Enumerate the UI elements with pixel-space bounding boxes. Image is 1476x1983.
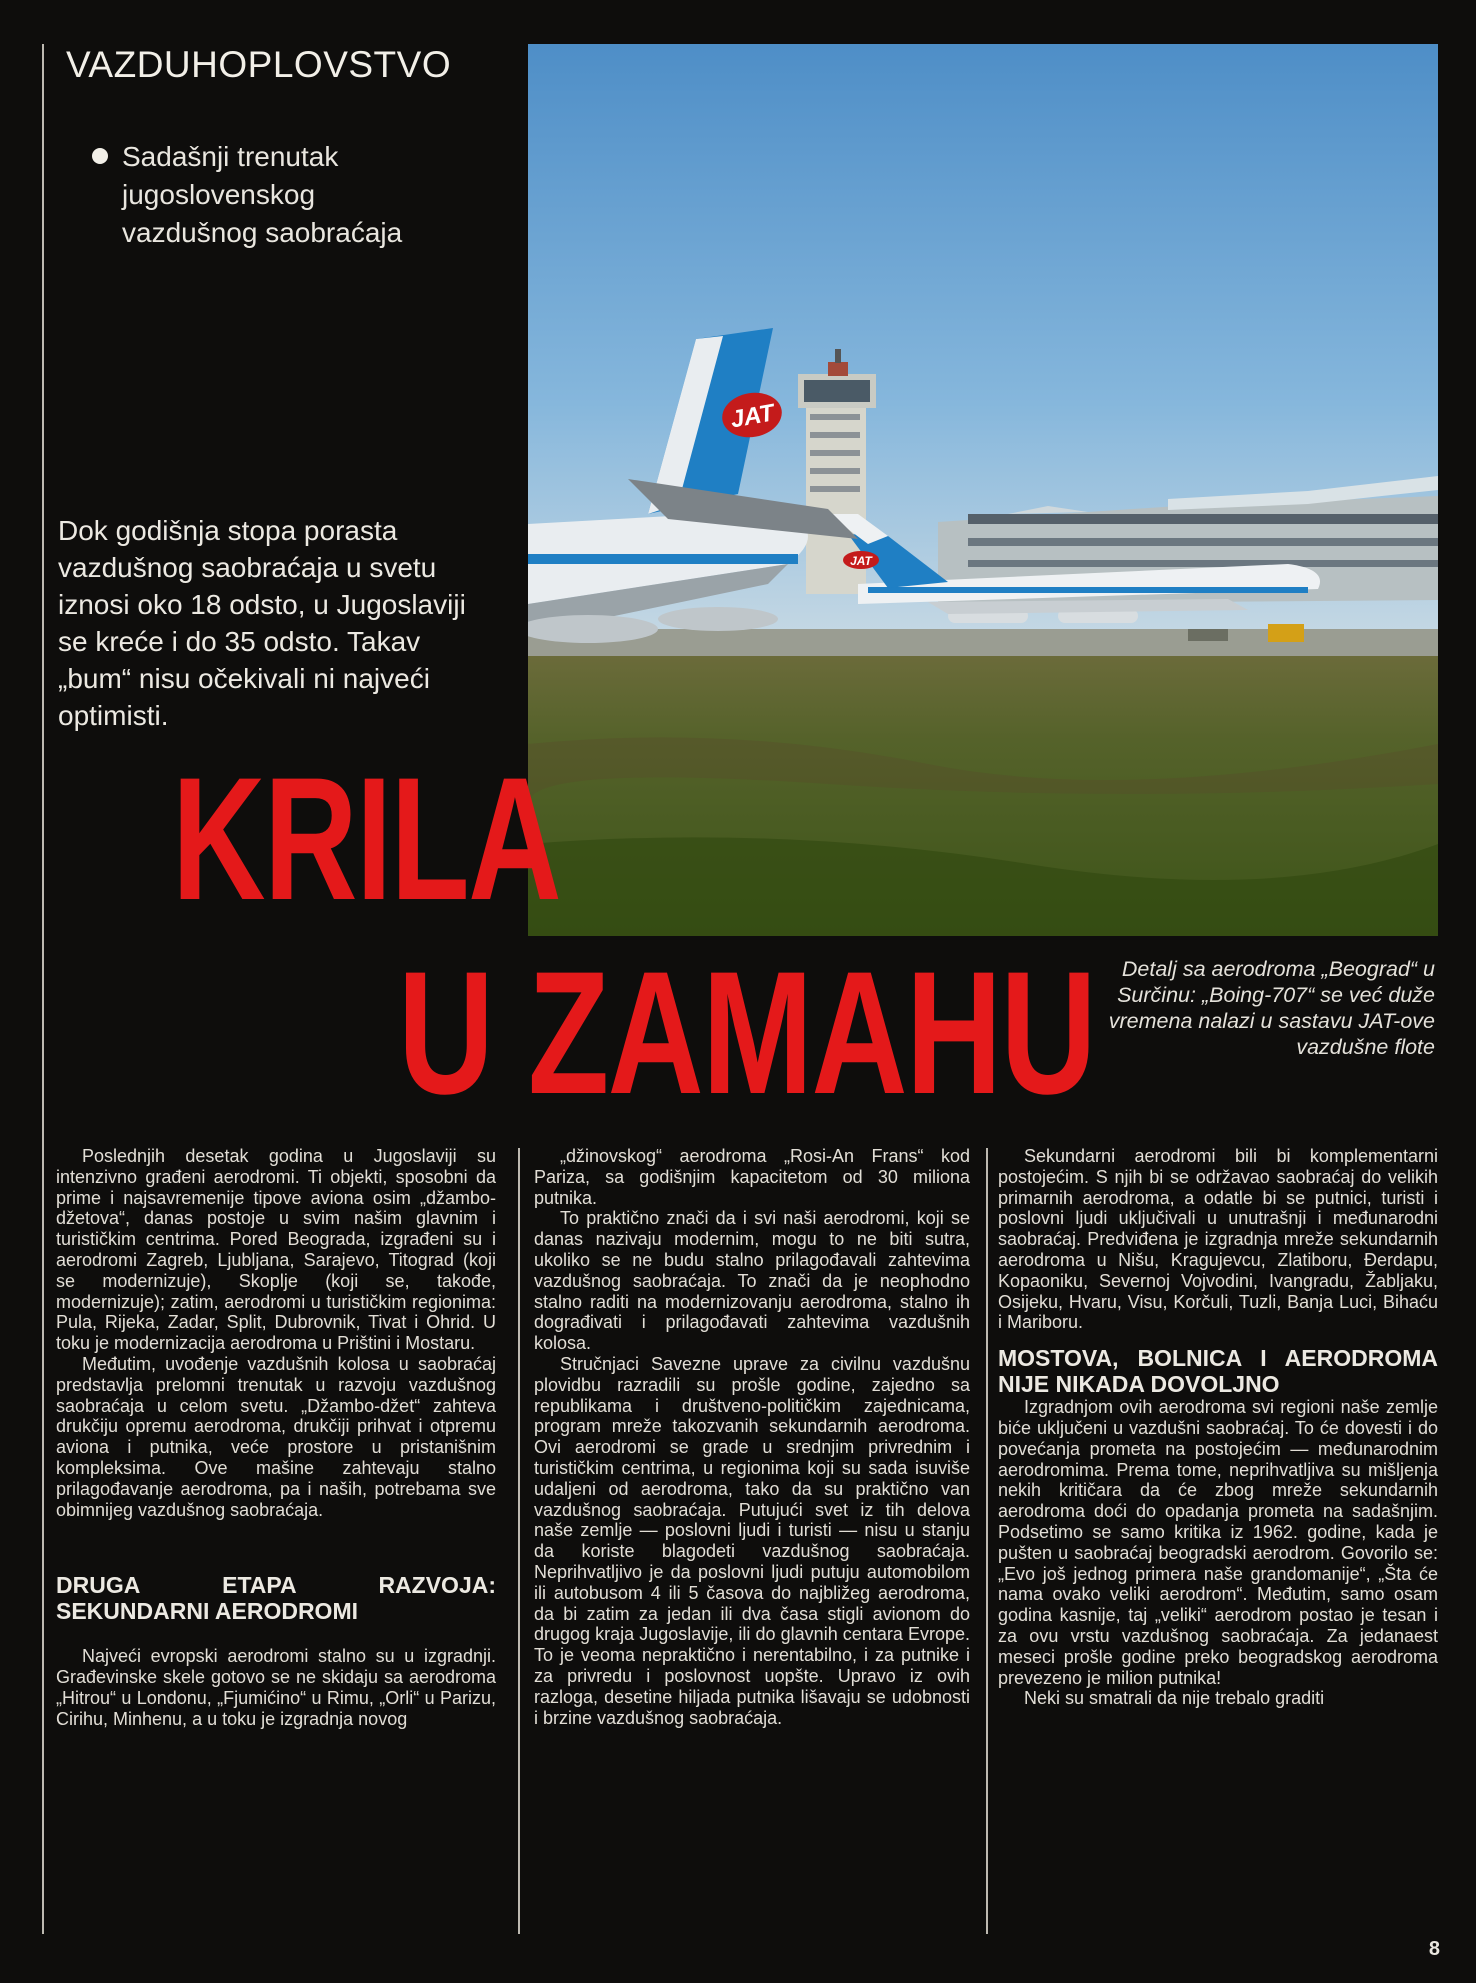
page-number: 8 [1428, 1938, 1440, 1960]
col2-paragraph-3: Stručnjaci Savezne uprave za civilnu vazdušnu plovidbu razradili su prošle godine, zajedno sa republikama i društveno-političkim zajednicama, program mreže takozvanih sekundarnih aerodroma. Ovi aerodromi se grade u srednjim privrednim i turističkim centrima, u regionima koji su sada isuviše udaljeni od aerodroma, tako da su praktično van vazdušnog saobraćaja. Putujući svet iz tih delova naše zemlje — poslovni ljudi i turisti — nisu u stanju da koriste blagodeti vazdušnog saobraćaja. Neprihvatljivo je da poslovni ljudi putuju automobilom ili autobusom 4 ili 5 časova do najbližeg aerodroma, da bi zatim za jedan ili dva časa stigli avionom do drugog kraja Jugoslavije, ili do glavnih centara Evrope. To je veoma nepraktično i nerentabilno, i za putnike i za privredu i poslovnost uopšte. Upravo iz ovih razloga, desetine hiljada putnika lišavaju se udobnosti i brzine vazdušnog saobraćaja. [534, 1353, 970, 1728]
section-label: VAZDUHOPLOVSTVO [66, 44, 452, 85]
col3-paragraph-3: Neki su smatrali da nije trebalo graditi [1024, 1688, 1325, 1709]
headline-line-2: U ZAMAHU [398, 936, 1096, 1131]
column-rule-1 [518, 1148, 520, 1934]
headline-line-1: KRILA [172, 742, 561, 937]
col3-paragraph-2: Izgradnjom ovih aerodroma svi regioni naše zemlje biće uključeni u vazdušni saobraćaj. To će dovesti i do povećanja prometa na postojećim — međunarodnim aerodromima. Prema tome, neprihvatljiva su mišljenja nekih kritičara da će zbog mreže sekundarnih aerodroma doći do opadanja prometa na sadašnjim. Podsetimo se samo kritika iz 1962. godine, kada je pušten u saobraćaj beogradski aerodrom. Govorilo se: „Evo još jednog primera naše grandomanije“, „Šta će nama ovako veliki aerodrom“. Međutim, samo osam godina kasnije, taj „veliki“ aerodrom postao je tesan i za ovu vrstu vazdušnog saobraćaja. Za jedanaest meseci prošle godine preko beogradskog aerodroma prevezeno je milion putnika! [998, 1397, 1438, 1688]
bullet-text: Sadašnji trenutak jugoslovenskog vazdušnog saobraćaja [122, 141, 403, 248]
col1-paragraph-1: Poslednjih desetak godina u Jugoslaviji su intenzivno građeni aerodromi. Ti objekti, sposobni da prime i najsavremenije tipove aviona osim „džambo-džetova“, danas postoje u svim našim glavnim i turističkim centrima. Pored Beograda, izgrađeni su i aerodromi Zagreb, Ljubljana, Sarajevo, Titograd (koji se modernizuje), Skoplje (koji se, takođe, modernizuje); zatim, aerodromi u turističkim regionima: Pula, Rijeka, Zadar, Split, Dubrovnik, Tivat i Ohrid. U toku je modernizacija aerodroma u Prištini i Mostaru. [56, 1146, 496, 1354]
column-rule-2 [986, 1148, 988, 1934]
col3-subhead: MOSTOVA, BOLNICA I AERODROMA NIJE NIKADA DOVOLJNO [998, 1345, 1438, 1398]
airport-photo [528, 44, 1438, 936]
jat-logo-text-2: JAT [850, 554, 872, 568]
photo-caption: Detalj sa aerodroma „Beograd“ u Surčinu: „Boing-707“ se već duže vremena nalazi u sastavu JAT-ove vazdušne flote [1108, 957, 1435, 1059]
col1-paragraph-2: Međutim, uvođenje vazdušnih kolosa u saobraćaj predstavlja prelomni trenutak u razvoju vazdušnog saobraćaja u celom svetu. „Džambo-džet“ zahteva drukčiju opremu aerodroma, drukčiji prihvat i otpremu aviona i putnika, veće prostore u pristanišnim kompleksima. Ove mašine zahtevaju stalno prilagođavanje aerodroma, pa i naših, potrebama sve obimnijeg vazdušnog saobraćaja. [56, 1353, 496, 1520]
jat-logo-text: JAT [728, 399, 777, 434]
col1-subhead: DRUGA ETAPA RAZVOJA: SEKUNDARNI AERODROMI [56, 1572, 496, 1625]
col1-paragraph-3: Najveći evropski aerodromi stalno su u izgradnji. Građevinske skele gotovo se ne skidaju sa aerodroma „Hitrou“ u Londonu, „Fjumićino“ u Rimu, „Orli“ u Parizu, Cirihu, Minhenu, a u toku je izgradnja novog [56, 1646, 496, 1729]
column-rule-left [42, 44, 44, 1934]
col3-paragraph-1: Sekundarni aerodromi bili bi komplementarni postojećim. S njih bi se održavao saobraćaj do velikih primarnih aerodroma, a odatle bi se putnici, turisti i poslovni ljudi uključivali u unutrašnji i međunarodni saobraćaj. Predviđena je izgradnja mreže sekundarnih aerodroma u Nišu, Kragujevcu, Zlatiboru, Đerdapu, Kopaoniku, Severnoj Vojvodini, Ivangradu, Žabljaku, Osijeku, Hvaru, Visu, Korčuli, Tuzli, Banja Luci, Bihaću i Mariboru. [998, 1146, 1438, 1333]
bullet-dot-icon [92, 148, 108, 164]
article-column-3 [998, 1146, 1438, 1709]
article-column-1 [56, 1146, 496, 1730]
col2-paragraph-2: To praktično znači da i svi naši aerodromi, koji se danas nazivaju modernim, mogu to ne biti sutra, ukoliko se ne budu stalno prilagođavali zahtevima vazdušnog saobraćaja. To znači da je neophodno stalno raditi na modernizovanju aerodroma, stalno ih dograđivati i prilagođavati zahtevima vazdušnih kolosa. [534, 1208, 970, 1354]
article-column-2 [534, 1146, 970, 1728]
col2-paragraph-1: „džinovskog“ aerodroma „Rosi-An Frans“ kod Pariza, sa godišnjim kapacitetom od 30 miliona putnika. [534, 1146, 970, 1208]
lead-paragraph: Dok godišnja stopa porasta vazdušnog saobraćaja u svetu iznosi oko 18 odsto, u Jugoslaviji se kreće i do 35 odsto. Takav „bum“ nisu očekivali ni najveći optimisti. [58, 515, 466, 731]
